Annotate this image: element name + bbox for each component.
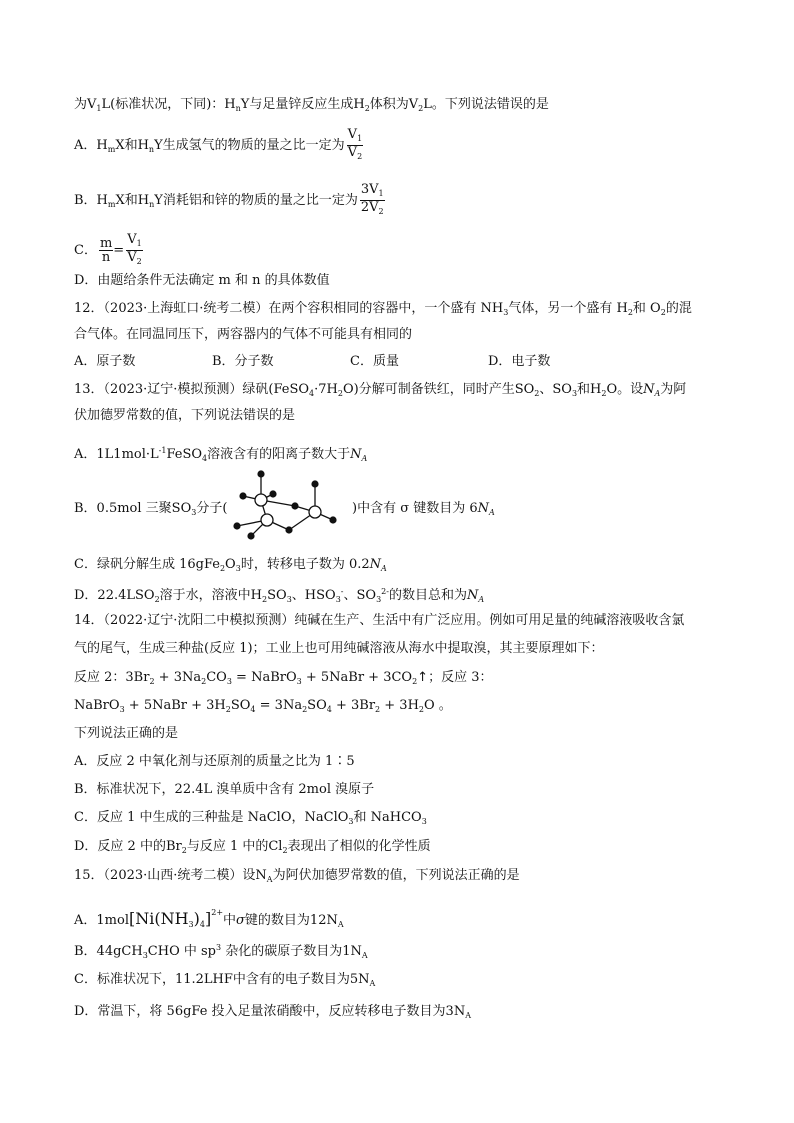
- text: 表现出了相似的化学性质: [287, 839, 431, 854]
- subscript: 2: [136, 257, 142, 266]
- text: O 。: [424, 698, 452, 713]
- text: 溶液含有的阳离子数大于: [207, 447, 351, 462]
- text: N: [369, 557, 381, 572]
- subscript: A: [654, 389, 661, 398]
- text: A．1L1mol·L: [74, 447, 159, 462]
- text: 体积为V: [369, 97, 419, 112]
- text: 为阿伏加德罗常数的值，下列说法正确的是: [272, 868, 520, 883]
- q14-reaction-2: [74, 669, 492, 691]
- subscript: 4: [309, 389, 315, 398]
- text: 和 O: [632, 301, 661, 316]
- text: 、SO: [343, 588, 377, 603]
- text: ): [193, 909, 200, 928]
- subscript: 2: [302, 705, 308, 714]
- subscript: 2: [201, 677, 207, 686]
- text: σ: [236, 913, 245, 928]
- text: = NaBrO: [231, 670, 297, 685]
- fraction: [99, 237, 113, 264]
- sulfur-atoms: [255, 494, 321, 526]
- subscript: 2: [534, 389, 540, 398]
- subscript: 1: [136, 239, 142, 248]
- text: + 5NaBr + 3H: [124, 698, 226, 713]
- text: A．H: [74, 138, 108, 153]
- subscript: 2: [418, 104, 424, 113]
- text: 时，转移电子数为 0.2: [240, 557, 370, 572]
- subscript: 3: [503, 308, 509, 317]
- subscript: A: [489, 508, 495, 517]
- text: C．反应 1 中生成的三种盐是 NaClO，NaClO: [74, 810, 349, 825]
- fraction-denominator: [360, 201, 385, 218]
- text: + 5NaBr + 3CO: [301, 670, 413, 685]
- subscript: 3: [348, 817, 354, 826]
- subscript: 2: [149, 677, 155, 686]
- q12-option-c: C．质量: [350, 354, 399, 369]
- text: N: [350, 447, 362, 462]
- q13-option-d: [74, 583, 484, 609]
- q12-stem-line2: 合气体。在同温同压下，两容器内的气体不可能具有相同的: [74, 327, 413, 342]
- subscript: 3: [188, 920, 194, 929]
- subscript: 2: [375, 705, 381, 714]
- text: 杂化的碳原子数目为1N: [221, 944, 362, 959]
- text: B．0.5mol 三聚SO: [74, 501, 192, 516]
- text: 3V: [360, 182, 379, 197]
- text: O)分解可制备铁红，同时产生SO: [342, 382, 535, 397]
- superscript: -1: [158, 446, 167, 455]
- subscript: 2: [219, 564, 226, 573]
- text: 、SO: [539, 382, 572, 397]
- fraction-numerator: [126, 233, 142, 251]
- text: N: [477, 501, 489, 516]
- text: + 3Na: [154, 670, 202, 685]
- q12-options: [74, 353, 550, 371]
- text: + 3Br: [331, 698, 376, 713]
- subscript: n: [148, 145, 155, 154]
- subscript: 2: [357, 152, 363, 161]
- oxygen-atoms: [233, 470, 336, 539]
- subscript: A: [361, 951, 368, 960]
- fraction-denominator: n: [101, 250, 111, 265]
- q14-option-c: [74, 809, 427, 831]
- text: B．44gCH: [74, 944, 143, 959]
- subscript: 2: [262, 595, 268, 604]
- q15-stem: [74, 867, 520, 889]
- text: 的混: [665, 301, 692, 316]
- fraction: [360, 183, 385, 218]
- q14-option-b: B．标准状况下，22.4L 溴单质中含有 2mol 溴原子: [74, 782, 375, 797]
- subscript: 3: [191, 508, 197, 517]
- subscript: 3: [376, 595, 382, 604]
- subscript: 3: [421, 817, 427, 826]
- text: SO: [267, 588, 287, 603]
- subscript: 3: [296, 677, 302, 686]
- text: C．绿矾分解生成 16gFe: [74, 557, 220, 572]
- q13-option-a: [74, 442, 367, 468]
- q13-option-b: [74, 500, 227, 522]
- text: 2V: [360, 200, 379, 215]
- q12-option-d: D．电子数: [488, 354, 551, 369]
- fraction-numerator: [347, 128, 363, 146]
- q13-option-c: [74, 556, 387, 578]
- q13-stem-line1: [74, 381, 686, 403]
- text: SO: [230, 698, 251, 713]
- subscript: 2: [601, 389, 607, 398]
- subscript: 3: [142, 951, 148, 960]
- subscript: 3: [235, 564, 241, 573]
- text: Y消耗铝和锌的物质的量之比一定为: [154, 193, 358, 208]
- text: 气体，另一个盛有 H: [508, 301, 628, 316]
- text: N: [643, 382, 655, 397]
- text: Y与足量锌反应生成H: [240, 97, 365, 112]
- superscript: -: [340, 587, 344, 596]
- subscript: 3: [571, 389, 578, 398]
- q11-option-d: D．由题给条件无法确定 m 和 n 的具体数值: [74, 273, 330, 288]
- text: 和 NaHCO: [353, 810, 422, 825]
- subscript: n: [235, 104, 241, 113]
- fraction-denominator: [126, 251, 142, 268]
- text: FeSO: [166, 447, 203, 462]
- q12-option-b: B．分子数: [212, 354, 274, 369]
- text: ·7H: [314, 382, 338, 397]
- subscript: 1: [357, 134, 363, 143]
- q11-option-a: [74, 128, 363, 163]
- subscript: 2: [378, 207, 384, 216]
- text: NaBrO: [74, 698, 120, 713]
- text: 和H: [577, 382, 602, 397]
- text: ；反应 3：: [428, 670, 493, 685]
- superscript: 2-: [381, 587, 389, 596]
- subscript: A: [266, 875, 273, 884]
- superscript: 3: [216, 943, 222, 952]
- text: V: [127, 232, 137, 247]
- q11-option-c: [74, 233, 143, 268]
- subscript: 2: [181, 846, 187, 855]
- text: V: [347, 127, 358, 142]
- text: N: [466, 588, 479, 603]
- q14-prompt: 下列说法正确的是: [74, 726, 179, 741]
- text: V: [347, 145, 358, 160]
- q14-stem-line1: 14．（2022·辽宁·沈阳二中模拟预测）纯碱在生产、生活中有广泛应用。例如可用足量的纯碱溶液吸收含氯: [74, 613, 685, 628]
- subscript: 1: [378, 189, 384, 198]
- text: D．反应 2 中的Br: [74, 839, 182, 854]
- q15-option-a: [74, 904, 344, 934]
- subscript: 3: [226, 677, 232, 686]
- subscript: 1: [96, 104, 102, 113]
- text: V: [127, 250, 137, 265]
- subscript: 2: [364, 104, 370, 113]
- text: 溶于水，溶液中H: [159, 588, 263, 603]
- text: Y生成氢气的物质的量之比一定为: [154, 138, 345, 153]
- text: O。设: [606, 382, 644, 397]
- subscript: A: [478, 595, 485, 604]
- text: X和H: [115, 193, 150, 208]
- subscript: 2: [627, 308, 633, 317]
- fraction: [347, 128, 363, 163]
- text: 15．（2023·山西·统考二模）设N: [74, 868, 267, 883]
- text: L。下列说法错误的是: [423, 97, 549, 112]
- subscript: 2: [154, 595, 160, 604]
- gas-arrow-icon: ↑: [417, 670, 429, 685]
- text: D．22.4LSO: [74, 588, 155, 603]
- fraction-numerator: m: [99, 236, 113, 251]
- q15-option-c: [74, 971, 375, 993]
- q15-option-d: [74, 1003, 471, 1025]
- subscript: m: [107, 145, 116, 154]
- subscript: A: [381, 564, 387, 573]
- text: 键的数目为12N: [244, 913, 338, 928]
- q15-option-b: [74, 939, 368, 965]
- text: 为V: [74, 97, 97, 112]
- fraction-denominator: [347, 146, 363, 163]
- subscript: 4: [202, 454, 208, 463]
- text: 中: [223, 913, 237, 928]
- text: O: [225, 557, 236, 572]
- text: 为阿: [660, 382, 687, 397]
- q14-stem-line2: 气的尾气，生成三种盐(反应 1)；工业上也可用纯碱溶液从海水中提取溴，其主要原理如下：: [74, 641, 604, 656]
- text: = 3Na: [255, 698, 303, 713]
- subscript: 4: [326, 705, 332, 714]
- subscript: m: [107, 200, 116, 209]
- subscript: 3: [286, 595, 292, 604]
- q13-option-b-tail: [352, 500, 495, 522]
- text: C．标准状况下，11.2LHF中含有的电子数目为5N: [74, 972, 370, 987]
- q13-stem-line2: 伏加德罗常数的值，下列说法错误的是: [74, 408, 296, 423]
- q12-option-a: A．原子数: [74, 354, 136, 369]
- text: [Ni(NH: [128, 909, 189, 928]
- equals-sign: =: [113, 243, 125, 258]
- text: 与反应 1 中的Cl: [186, 839, 283, 854]
- trimer-so3-structure-image: [223, 466, 351, 540]
- subscript: 4: [199, 920, 205, 929]
- text: L(标准状况，下同)：H: [101, 97, 236, 112]
- subscript: A: [369, 979, 376, 988]
- fraction: [126, 233, 142, 268]
- text: D．常温下，将 56gFe 投入足量浓硝酸中，反应转移电子数目为3N: [74, 1004, 466, 1019]
- fraction-numerator: [360, 183, 385, 201]
- subscript: 3: [119, 705, 125, 714]
- text: 、HSO: [291, 588, 336, 603]
- text: CHO 中 sp: [147, 944, 216, 959]
- subscript: 3: [335, 595, 341, 604]
- text: B．H: [74, 193, 108, 208]
- text: ]: [204, 909, 212, 928]
- text: 分子(: [196, 501, 228, 516]
- subscript: 2: [337, 389, 343, 398]
- q14-reaction-3: [74, 697, 452, 719]
- q14-option-d: [74, 838, 431, 860]
- text: A．1mol: [74, 913, 129, 928]
- q12-stem-line1: [74, 300, 692, 322]
- text: 反应 2：3Br: [74, 670, 150, 685]
- superscript: 2+: [211, 908, 224, 917]
- q14-option-a: A．反应 2 中氧化剂与还原剂的质量之比为 1∶5: [74, 754, 355, 769]
- text: 的数目总和为: [388, 588, 467, 603]
- subscript: 4: [250, 705, 256, 714]
- text: )中含有 σ 键数目为 6: [352, 501, 478, 516]
- subscript: A: [465, 1011, 471, 1020]
- text: C．: [74, 243, 97, 258]
- subscript: 2: [660, 308, 666, 317]
- subscript: A: [361, 454, 368, 463]
- text: CO: [206, 670, 227, 685]
- subscript: n: [149, 200, 155, 209]
- subscript: A: [337, 920, 344, 929]
- subscript: 2: [418, 705, 424, 714]
- text: + 3H: [380, 698, 419, 713]
- text: 12．（2023·上海虹口·统考二模）在两个容积相同的容器中，一个盛有 NH: [74, 301, 504, 316]
- q11-option-b: [74, 183, 385, 218]
- subscript: 2: [412, 677, 418, 686]
- subscript: 2: [225, 705, 231, 714]
- q11-stem-continuation: [74, 96, 549, 118]
- text: SO: [307, 698, 327, 713]
- text: 13．（2023·辽宁·模拟预测）绿矾(FeSO: [74, 382, 310, 397]
- text: X和H: [115, 138, 149, 153]
- subscript: 2: [282, 846, 288, 855]
